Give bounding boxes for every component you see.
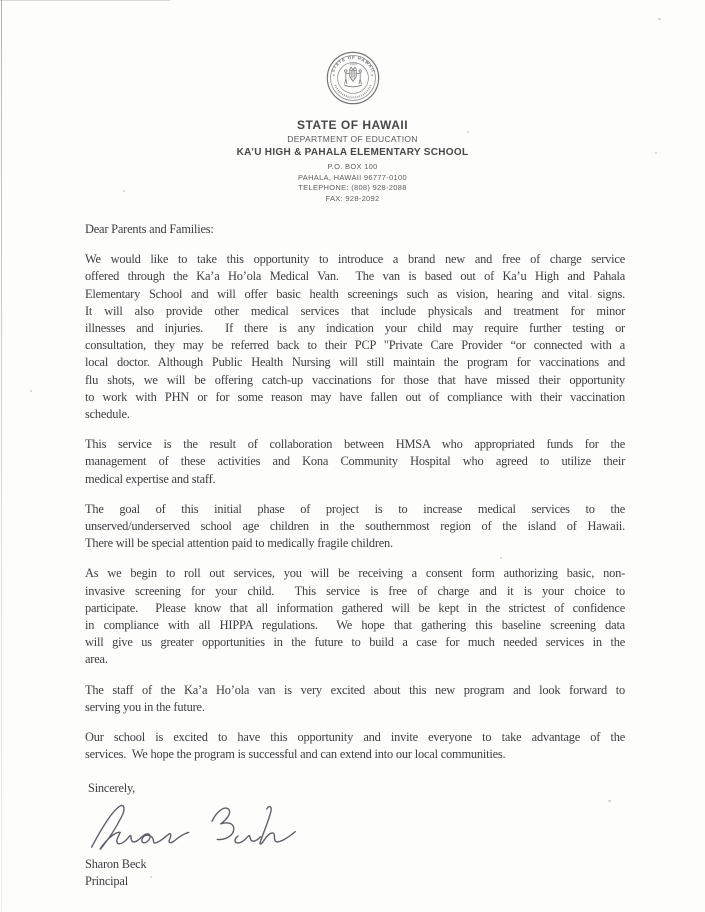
text-line: illnesses and injuries. If there is any indication your child may require further testing or [85, 321, 625, 336]
scan-speck [150, 876, 152, 878]
text-line: services. We hope the program is successful and can extend into our local communities. [85, 747, 506, 762]
text-line: consultation, they may be referred back to their PCP "Private Care Provider “or connected with a [85, 338, 625, 353]
salutation: Dear Parents and Families: [85, 222, 214, 236]
letterhead-fax: FAX: 928-2092 [325, 193, 380, 203]
text-line: The staff of the Ka’a Ho’ola van is very excited about this new program and look forward to [85, 682, 625, 697]
signer-title: Principal [85, 873, 128, 888]
scan-edge-left [1, 0, 2, 912]
text-line: The goal of this initial phase of project is to increase medical services to the [85, 501, 625, 516]
letterhead-state: STATE OF HAWAII [296, 118, 409, 132]
seal-top-text: STATE OF HAWAII [329, 54, 376, 73]
scan-speck [467, 131, 469, 133]
letterhead-school: KA’U HIGH & PAHALA ELEMENTARY SCHOOL [236, 147, 469, 158]
text-line: to work with PHN or for some reason may have fallen out of compliance with their vaccination [85, 389, 625, 404]
scan-speck [658, 18, 661, 20]
text-line: management of these activities and Kona Community Hospital who agreed to utilize their [85, 454, 625, 469]
closing: Sincerely, [88, 781, 136, 796]
signature-sharon-beck [87, 803, 299, 855]
seal-coat-of-arms [344, 67, 362, 87]
text-line: area. [85, 652, 108, 667]
text-line: Our school is excited to have this opportunity and invite everyone to take advantage of the [85, 730, 625, 745]
hawaii-state-seal-icon [325, 50, 381, 106]
text-line: There will be special attention paid to medically fragile children. [85, 536, 393, 551]
paragraph [85, 729, 625, 763]
text-line: medical expertise and staff. [85, 471, 216, 486]
scan-speck [655, 152, 657, 154]
letter-body [85, 221, 625, 890]
text-line: offered through the Ka’a Ho’ola Medical Van. The van is based out of Ka’u High and Pahala [85, 269, 625, 284]
seal-year-text: 1959 [348, 62, 357, 67]
text-line: We would like to take this opportunity to introduce a brand new and free of charge service [85, 252, 625, 267]
text-line: unserved/underserved school age children in the southernmost region of the island of Hawaii. [85, 519, 625, 534]
text-line: schedule. [85, 407, 130, 422]
scan-speck [500, 557, 502, 559]
text-line: It will also provide other medical services that include physicals and treatment for minor [85, 303, 625, 318]
text-line: will give us greater opportunities in the future to build a case for much needed services in the [85, 635, 625, 650]
text-line: invasive screening for your child. This service is free of charge and it is your choice to [85, 583, 625, 598]
scan-speck [608, 800, 611, 802]
paragraph [85, 682, 625, 716]
text-line: This service is the result of collaboration between HMSA who appropriated funds for the [85, 437, 625, 452]
scan-speck [30, 390, 32, 392]
text-line: participate. Please know that all information gathered will be kept in the strictest of confidence [85, 600, 625, 615]
paragraph [85, 436, 625, 488]
text-line: Elementary School and will offer basic health screenings such as vision, hearing and vital signs. [85, 286, 625, 301]
signer-name: Sharon Beck [85, 856, 147, 871]
letterhead-telephone: TELEPHONE: (808) 928-2088 [298, 183, 407, 192]
letterhead-department: DEPARTMENT OF EDUCATION [287, 134, 418, 144]
paragraph [85, 501, 625, 553]
scan-speck [123, 190, 125, 192]
letterhead-address [0, 162, 705, 204]
paragraph [85, 251, 625, 423]
scan-edge-top [0, 0, 170, 1]
text-line: local doctor. Although Public Health Nursing will still maintain the program for vaccinations and [85, 355, 625, 370]
signer-block [85, 856, 625, 890]
paragraph [85, 565, 625, 668]
letterhead-po-box: P.O. BOX 100 [327, 162, 378, 171]
letter-paragraphs [85, 251, 625, 763]
text-line: flu shots, we will be offering catch-up vaccinations for those that have missed their opportunity [85, 372, 625, 387]
scan-speck [590, 296, 592, 298]
text-line: in compliance with all HIPPA regulations. We hope that gathering this baseline screening data [85, 618, 625, 633]
letterhead [0, 0, 705, 204]
text-line: As we begin to roll out services, you will be receiving a consent form authorizing basic, non- [85, 566, 625, 581]
text-line: serving you in the future. [85, 699, 205, 714]
letterhead-city: PAHALA, HAWAII 96777-0100 [298, 172, 407, 182]
